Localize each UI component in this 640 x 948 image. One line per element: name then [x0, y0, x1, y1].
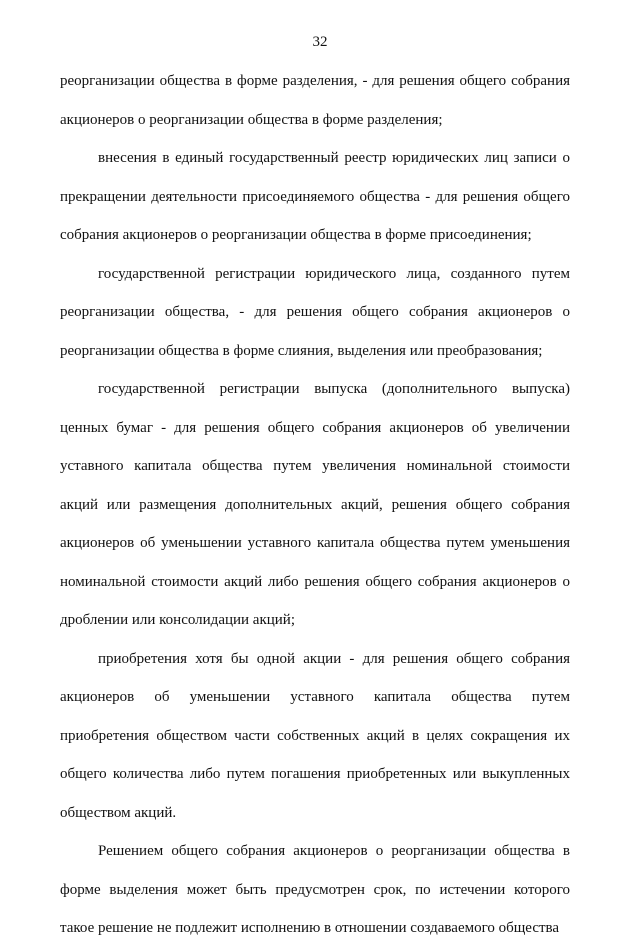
- paragraph: [60, 62, 570, 139]
- text-line: акций или размещения дополнительных акций, решения общего собрания: [60, 496, 570, 513]
- text-line: номинальной стоимости акций либо решения общего собрания акционеров о: [60, 573, 570, 590]
- text-line: приобретения обществом части собственных акций в целях сокращения их: [60, 727, 570, 744]
- text-line: акционеров о реорганизации общества в форме разделения;: [60, 111, 443, 128]
- text-line: государственной регистрации юридического лица, созданного путем: [98, 265, 570, 282]
- text-line: акционеров об уменьшении уставного капитала общества путем уменьшения: [60, 535, 570, 551]
- page-number: 32: [312, 34, 328, 50]
- text-line: дроблении или консолидации акций;: [60, 612, 295, 628]
- text-line: обществом акций.: [60, 804, 177, 821]
- text-line: прекращении деятельности присоединяемого общества - для решения общего: [60, 188, 570, 205]
- paragraph: [60, 255, 570, 371]
- text-line: реорганизации общества в форме слияния, выделения или преобразования;: [60, 342, 543, 359]
- text-line: реорганизации общества, - для решения общего собрания акционеров о: [60, 304, 570, 320]
- text-line: форме выделения может быть предусмотрен срок, по истечении которого: [60, 881, 570, 898]
- text-line: Решением общего собрания акционеров о реорганизации общества в: [98, 843, 570, 859]
- text-line: собрания акционеров о реорганизации общества в форме присоединения;: [60, 227, 532, 243]
- text-line: ценных бумаг - для решения общего собрания акционеров об увеличении: [60, 419, 570, 436]
- paragraph: [60, 832, 570, 948]
- text-line: общего количества либо путем погашения приобретенных или выкупленных: [60, 766, 570, 782]
- text-line: приобретения хотя бы одной акции - для решения общего собрания: [98, 650, 570, 667]
- text-line: акционеров об уменьшении уставного капитала общества путем: [60, 689, 570, 705]
- text-line: государственной регистрации выпуска (дополнительного выпуска): [98, 381, 570, 397]
- paragraph: [60, 139, 570, 255]
- paragraph: [60, 370, 570, 640]
- text-line: реорганизации общества в форме разделения, - для решения общего собрания: [60, 73, 570, 89]
- text-line: такое решение не подлежит исполнению в отношении создаваемого общества: [60, 920, 560, 936]
- text-line: уставного капитала общества путем увеличения номинальной стоимости: [60, 458, 570, 474]
- text-line: внесения в единый государственный реестр юридических лиц записи о: [98, 150, 570, 166]
- document-body: [60, 62, 570, 948]
- paragraph: [60, 640, 570, 833]
